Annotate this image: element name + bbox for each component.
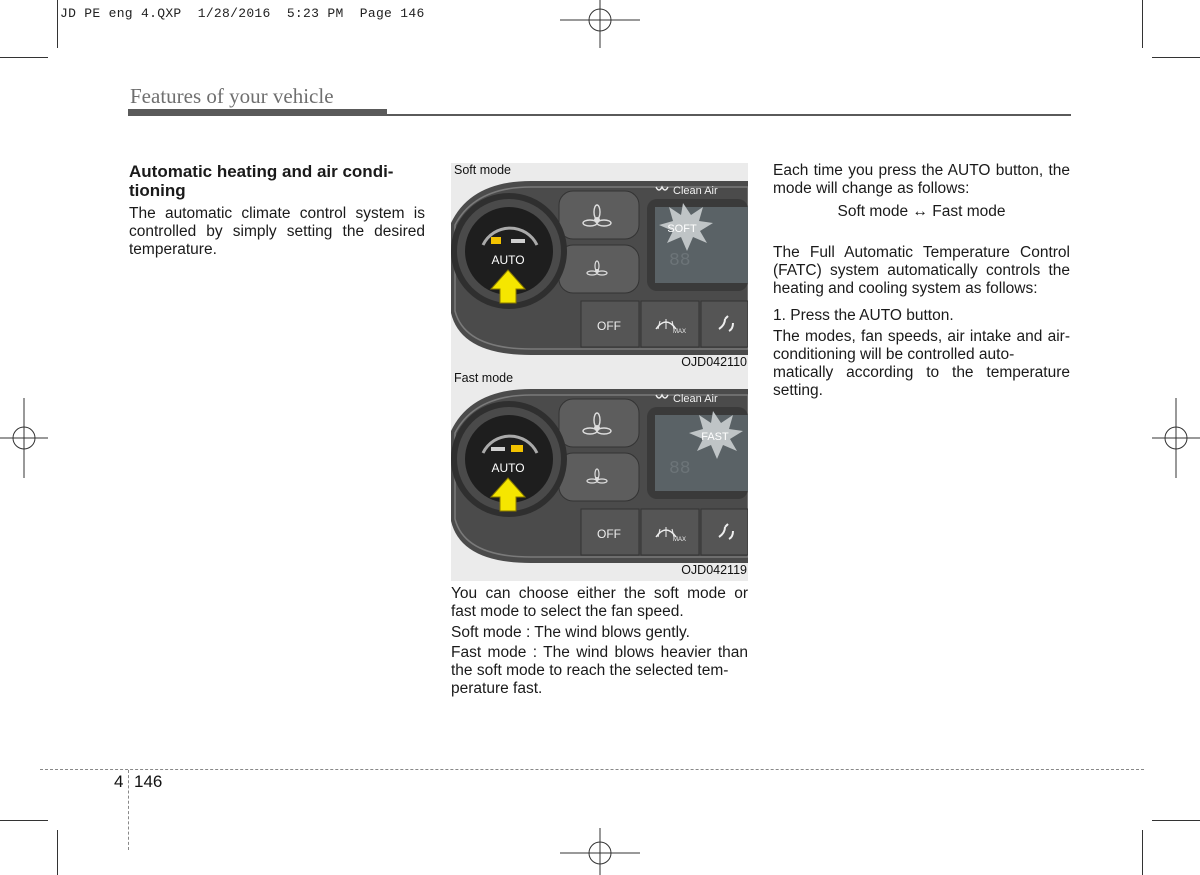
display-mode-text: SOFT — [667, 223, 697, 235]
registration-mark-icon — [1152, 398, 1200, 478]
section-title: Features of your vehicle — [130, 84, 334, 108]
climate-panel-illustration — [451, 163, 748, 373]
footer-divider — [128, 770, 129, 850]
display-mode-text: FAST — [701, 431, 729, 443]
registration-mark-icon — [560, 0, 640, 48]
figure-code: OJD042119 — [681, 563, 747, 577]
figure-label: Soft mode — [454, 163, 511, 177]
crop-mark — [1152, 820, 1200, 821]
svg-text:88: 88 — [669, 251, 691, 271]
body-paragraph: The modes, fan speeds, air intake and air-conditioning will be controlled auto- matically according to the temperature setting. — [773, 328, 1070, 399]
clean-air-label: Clean Air — [673, 393, 718, 405]
svg-text:MAX: MAX — [673, 537, 687, 543]
off-button-label: OFF — [597, 527, 621, 541]
step-item: 1. Press the AUTO button. — [773, 307, 954, 324]
page-number: 146 — [134, 772, 163, 791]
crop-mark — [1142, 830, 1143, 875]
header-rule — [128, 109, 387, 116]
body-paragraph: Fast mode : The wind blows heavier than the soft mode to reach the selected tem- perature fast. — [451, 644, 748, 697]
body-paragraph: Each time you press the AUTO button, the mode will change as follows: — [773, 162, 1070, 197]
crop-mark — [0, 57, 48, 58]
mode-sequence: Soft mode ↔ Fast mode — [837, 203, 1006, 220]
crop-mark — [1152, 57, 1200, 58]
crop-mark — [1142, 0, 1143, 48]
climate-panel-illustration — [451, 371, 748, 581]
off-button-label: OFF — [597, 319, 621, 333]
body-paragraph: The Full Automatic Temperature Control (FATC) system automatically controls the heating and cooling system as follows: — [773, 244, 1070, 297]
auto-button-label: AUTO — [491, 461, 525, 475]
footer-rule — [40, 769, 1144, 770]
subsection-heading: Automatic heating and air condi- tioning — [129, 162, 394, 200]
svg-text:88: 88 — [669, 459, 691, 479]
figure-label: Fast mode — [454, 371, 514, 385]
header-rule — [387, 114, 1071, 116]
figure-soft-mode — [451, 163, 748, 373]
registration-mark-icon — [560, 828, 640, 875]
chapter-number: 4 — [114, 772, 124, 791]
registration-mark-icon — [0, 398, 48, 478]
crop-mark — [57, 830, 58, 875]
clean-air-label: Clean Air — [673, 185, 718, 197]
print-slug: JD PE eng 4.QXP 1/28/2016 5:23 PM Page 146 — [60, 6, 425, 21]
svg-text:MAX: MAX — [673, 329, 687, 335]
crop-mark — [0, 820, 48, 821]
body-paragraph: Soft mode : The wind blows gently. — [451, 624, 690, 641]
body-paragraph: You can choose either the soft mode or fast mode to select the fan speed. — [451, 585, 748, 620]
intro-paragraph: The automatic climate control system is controlled by simply setting the desired temperature. — [129, 205, 425, 258]
auto-button-label: AUTO — [491, 253, 525, 267]
figure-fast-mode — [451, 371, 748, 581]
figure-code: OJD042110 — [681, 355, 747, 369]
crop-mark — [57, 0, 58, 48]
